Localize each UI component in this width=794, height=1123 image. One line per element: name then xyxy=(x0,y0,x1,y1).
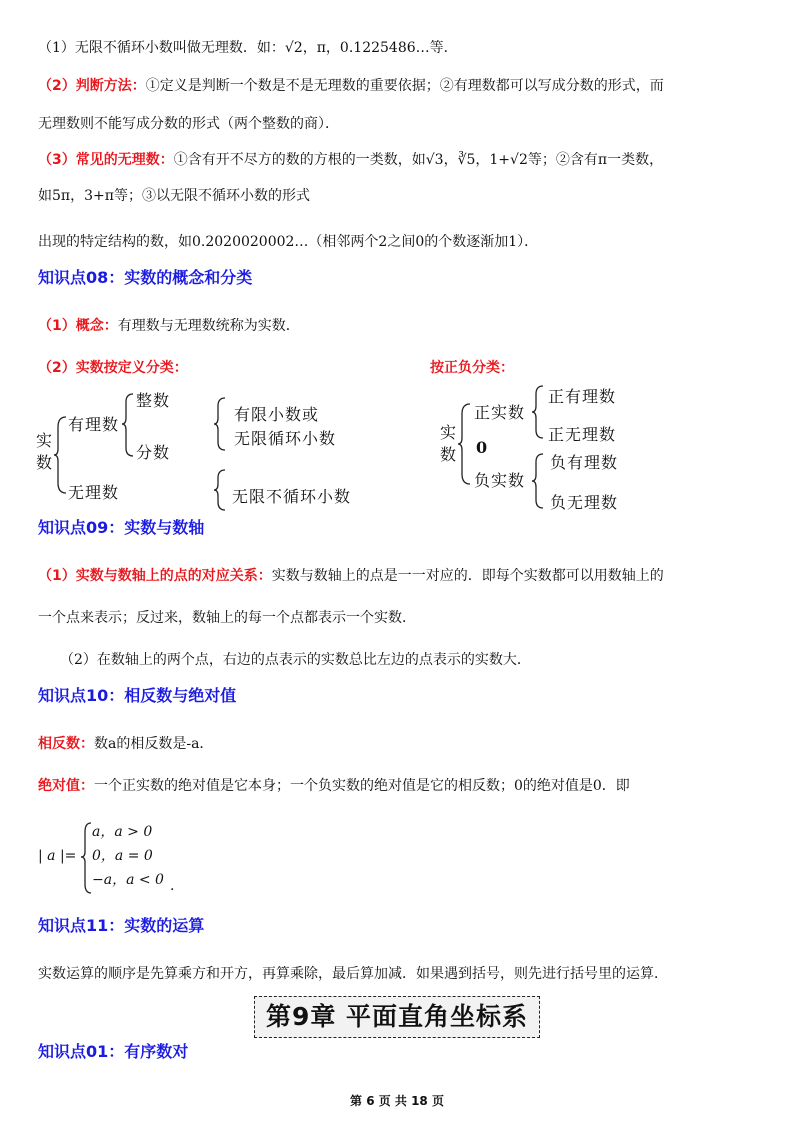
absolute-value-text: 一个正实数的绝对值是它本身；一个负实数的绝对值是它的相反数；0的绝对值是0．即 xyxy=(94,778,630,794)
definition-classification-heading: （2）实数按定义分类： xyxy=(38,360,188,376)
correspondence-text: 实数与数轴上的点是一一对应的．即每个实数都可以用数轴上的 xyxy=(271,568,664,584)
tree2-positive-brace xyxy=(532,384,546,440)
kp10-title: 知识点10：相反数与绝对值 xyxy=(38,686,237,705)
tree1-irrational-brace xyxy=(214,468,228,512)
tree1-root: 实数 xyxy=(36,431,54,472)
judgement-method-text: ①定义是判断一个数是不是无理数的重要依据；②有理数都可以写成分数的形式，而 xyxy=(145,78,664,94)
page-footer: 第 6 页 共 18 页 xyxy=(350,1094,444,1108)
formula-lhs: | a |= xyxy=(38,848,77,864)
judgement-method-line xyxy=(38,76,664,96)
tree1-fraction: 分数 xyxy=(136,443,171,462)
judgement-method-continued: 无理数则不能写成分数的形式（两个整数的商）． xyxy=(38,116,339,132)
tree2-positive-irrational: 正无理数 xyxy=(548,425,617,444)
correspondence-continued: 一个点来表示；反过来，数轴上的每一个点都表示一个实数． xyxy=(38,610,416,626)
number-line-order: （2）在数轴上的两个点，右边的点表示的实数总比左边的点表示的实数大． xyxy=(60,652,531,668)
kp01-title: 知识点01：有序数对 xyxy=(38,1042,189,1061)
irrational-definition: （1）无限不循环小数叫做无理数．如：√2，π，0.1225486…等． xyxy=(38,40,458,56)
tree1-non-repeating-decimal: 无限不循环小数 xyxy=(232,487,352,506)
concept-heading: （1）概念： xyxy=(38,318,118,334)
tree2-positive: 正实数 xyxy=(474,403,526,422)
formula-case-negative: −a，a < 0 xyxy=(92,872,164,888)
tree1-integer: 整数 xyxy=(136,391,171,410)
common-irrationals-line xyxy=(38,150,663,170)
tree2-zero: 0 xyxy=(476,438,489,457)
formula-period: . xyxy=(170,878,175,894)
absolute-value-line xyxy=(38,776,630,796)
tree2-negative-irrational: 负无理数 xyxy=(550,493,619,512)
tree1-rational-brace xyxy=(122,392,136,458)
tree1-rational: 有理数 xyxy=(68,415,120,434)
kp09-title: 知识点09：实数与数轴 xyxy=(38,518,205,537)
tree1-fraction-brace xyxy=(214,396,228,452)
chapter-heading: 第9章 平面直角坐标系 xyxy=(254,996,540,1038)
tree2-positive-rational: 正有理数 xyxy=(548,387,617,406)
common-irrationals-text: ①含有开不尽方的数的方根的一类数，如√3，∛5，1+√2等；②含有π一类数， xyxy=(173,152,664,168)
formula-case-positive: a，a > 0 xyxy=(92,824,153,840)
kp08-title: 知识点08：实数的概念和分类 xyxy=(38,268,253,287)
kp11-title: 知识点11：实数的运算 xyxy=(38,916,205,935)
common-irrationals-continued: 如5π，3+π等；③以无限不循环小数的形式 xyxy=(38,188,310,204)
tree2-negative-brace xyxy=(532,452,546,510)
tree2-negative: 负实数 xyxy=(474,471,526,490)
tree2-negative-rational: 负有理数 xyxy=(550,453,619,472)
opposite-text: 数a的相反数是-a． xyxy=(94,736,214,752)
opposite-heading: 相反数： xyxy=(38,736,94,752)
common-irrationals-heading: （3）常见的无理数： xyxy=(38,152,174,168)
judgement-method-heading: （2）判断方法： xyxy=(38,78,146,94)
tree1-irrational: 无理数 xyxy=(68,483,120,502)
formula-case-zero: 0，a = 0 xyxy=(92,848,153,864)
concept-text: 有理数与无理数统称为实数． xyxy=(117,318,300,334)
operation-order-text: 实数运算的顺序是先算乘方和开方，再算乘除，最后算加减．如果遇到括号，则先进行括号里的运算． xyxy=(38,966,668,982)
absolute-value-heading: 绝对值： xyxy=(38,778,94,794)
opposite-number-line xyxy=(38,734,213,754)
real-number-concept xyxy=(38,316,300,336)
sign-classification-heading: 按正负分类： xyxy=(430,360,514,376)
tree2-root-brace xyxy=(458,402,474,486)
tree1-finite-decimal: 有限小数或 xyxy=(234,405,320,424)
special-structure-line: 出现的特定结构的数，如0.2020020002…（相邻两个2之间0的个数逐渐加1）． xyxy=(38,234,539,250)
tree1-repeating-decimal: 无限循环小数 xyxy=(234,429,337,448)
tree2-root: 实数 xyxy=(440,423,458,464)
correspondence-line xyxy=(38,566,664,586)
correspondence-heading: （1）实数与数轴上的点的对应关系： xyxy=(38,568,272,584)
